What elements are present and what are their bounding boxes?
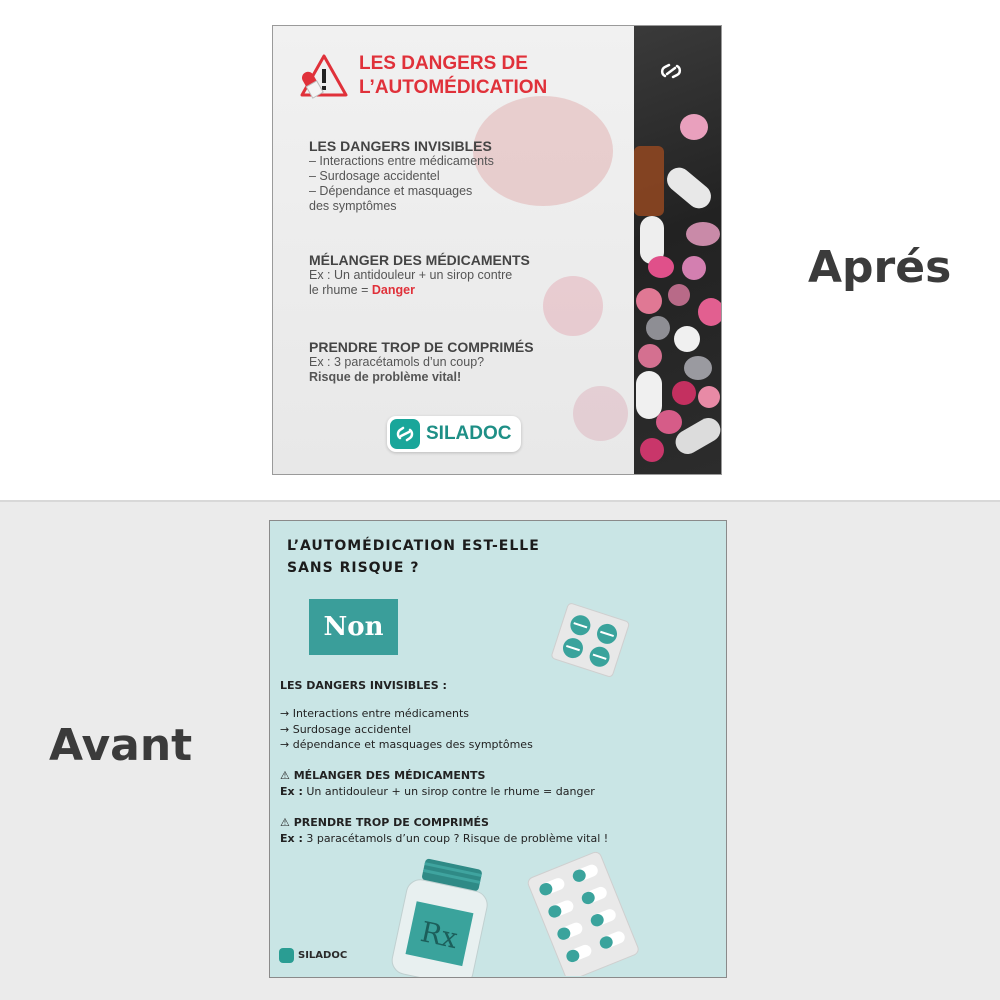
pill bbox=[646, 316, 670, 340]
siladoc-logo-badge bbox=[387, 416, 521, 452]
apres-label: Aprés bbox=[808, 242, 952, 293]
section-heading: MÉLANGER DES MÉDICAMENTS bbox=[309, 252, 530, 268]
faded-pill-bg bbox=[473, 96, 613, 206]
example-text: 3 paracétamols d’un coup ? Risque de problème vital ! bbox=[302, 831, 609, 845]
pill bbox=[640, 438, 664, 462]
avant-title-line: SANS RISQUE ? bbox=[287, 560, 420, 576]
trop-comprimes-section bbox=[309, 339, 534, 385]
pill bbox=[698, 386, 720, 408]
example-label: Ex : bbox=[280, 831, 303, 845]
capsule bbox=[634, 146, 664, 216]
list-item: – Dépendance et masquages bbox=[309, 184, 473, 198]
list-item: → Surdosage accidentel bbox=[280, 722, 412, 736]
avant-card bbox=[269, 520, 727, 978]
pill bbox=[648, 256, 674, 278]
apres-title bbox=[359, 52, 547, 100]
pill bbox=[684, 356, 712, 380]
avant-label: Avant bbox=[49, 720, 193, 771]
siladoc-logo-icon bbox=[279, 948, 294, 963]
link-icon bbox=[390, 419, 420, 449]
pill bbox=[638, 344, 662, 368]
faded-pill-bg bbox=[543, 276, 603, 336]
pill bbox=[682, 256, 706, 280]
list-item: → dépendance et masquages des symptômes bbox=[280, 738, 533, 751]
apres-card bbox=[272, 25, 722, 475]
dangers-list bbox=[280, 706, 533, 753]
melanger-heading: ⚠ MÉLANGER DES MÉDICAMENTS bbox=[280, 769, 486, 782]
pill bbox=[656, 410, 682, 434]
trop-example bbox=[280, 831, 608, 847]
apres-title-line: L’AUTOMÉDICATION bbox=[359, 77, 548, 98]
melanger-example bbox=[280, 784, 595, 800]
list-item: – Surdosage accidentel bbox=[309, 169, 440, 183]
dangers-invisibles-section bbox=[309, 138, 494, 214]
example-text: Ex : 3 paracétamols d’un coup? bbox=[309, 355, 485, 369]
capsule bbox=[636, 371, 662, 419]
trop-heading: ⚠ PRENDRE TROP DE COMPRIMÉS bbox=[280, 816, 489, 829]
list-item: → Interactions entre médicaments bbox=[280, 707, 470, 720]
pill bbox=[680, 114, 708, 140]
apres-header bbox=[299, 52, 547, 100]
pill bbox=[668, 284, 690, 306]
pill-blister-large-icon bbox=[525, 851, 640, 976]
dangers-heading: LES DANGERS INVISIBLES : bbox=[280, 679, 447, 692]
siladoc-logo-icon bbox=[390, 419, 420, 449]
melanger-block bbox=[280, 768, 595, 799]
siladoc-wordmark: SILADOC bbox=[298, 950, 348, 961]
pill bbox=[686, 222, 720, 246]
faded-pill-bg bbox=[573, 386, 628, 441]
pill bbox=[674, 326, 700, 352]
pill bbox=[698, 298, 722, 326]
apres-title-line: LES DANGERS DE bbox=[359, 53, 528, 74]
capsule bbox=[662, 163, 716, 214]
avant-title-line: L’AUTOMÉDICATION EST-ELLE bbox=[287, 538, 540, 554]
danger-highlight: Danger bbox=[371, 283, 415, 297]
medicine-bottle-icon bbox=[388, 857, 498, 978]
section-heading: PRENDRE TROP DE COMPRIMÉS bbox=[309, 339, 534, 355]
section-heading: LES DANGERS INVISIBLES bbox=[309, 138, 492, 154]
risk-highlight: Risque de problème vital! bbox=[309, 370, 462, 384]
example-text: Ex : Un antidouleur + un sirop contre bbox=[309, 268, 513, 282]
siladoc-link-icon bbox=[656, 56, 686, 86]
avant-siladoc-logo bbox=[279, 948, 347, 963]
siladoc-wordmark: SILADOC bbox=[426, 423, 512, 444]
pill bbox=[636, 288, 662, 314]
example-text bbox=[309, 283, 530, 298]
trop-block bbox=[280, 815, 608, 846]
pill bbox=[672, 381, 696, 405]
pills-photo bbox=[634, 26, 722, 475]
list-item: des symptômes bbox=[309, 199, 397, 213]
melanger-section bbox=[309, 252, 530, 298]
list-item: – Interactions entre médicaments bbox=[309, 154, 494, 168]
warning-pill-icon bbox=[299, 53, 349, 99]
rx-label: Rx bbox=[417, 915, 461, 956]
example-text-prefix: le rhume = bbox=[309, 283, 372, 297]
non-badge: Non bbox=[309, 599, 398, 655]
avant-title bbox=[287, 535, 540, 579]
example-label: Ex : bbox=[280, 784, 303, 798]
pill-blister-small-icon bbox=[550, 601, 630, 681]
example-text: Un antidouleur + un sirop contre le rhume = danger bbox=[302, 784, 595, 798]
